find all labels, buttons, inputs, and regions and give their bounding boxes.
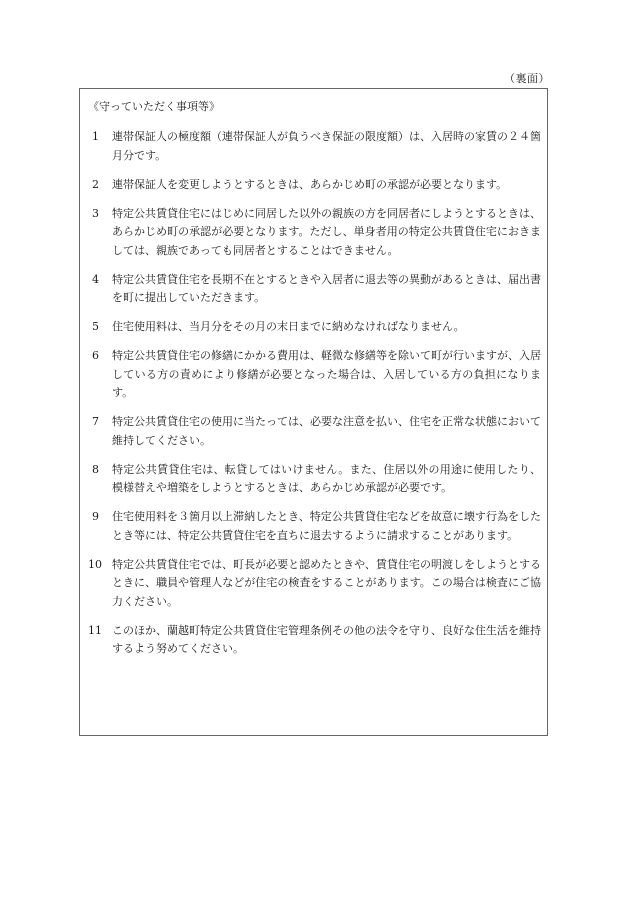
notice-box [79, 88, 548, 736]
item-number: 11 [88, 623, 102, 637]
list-item [88, 413, 541, 450]
item-text: 連帯保証人の極度額（連帯保証人が負うべき保証の限度額）は、入居時の家賃の２４箇月分です。 [112, 130, 541, 162]
item-number: 8 [92, 462, 99, 476]
item-text: 住宅使用料を３箇月以上滞納したとき、特定公共賃貸住宅などを故意に壊す行為をしたとき等には、特定公共賃貸住宅を直ちに退去するように請求することがあります。 [112, 510, 541, 542]
item-text: 連帯保証人を変更しようとするときは、あらかじめ町の承認が必要となります。 [112, 177, 508, 191]
item-text: 特定公共賃貸住宅にはじめに同居した以外の親族の方を同居者にしようとするときは、あらかじめ町の承認が必要となります。ただし、単身者用の特定公共賃貸住宅におきましては、親族であっても同居者とすることはできません。 [112, 206, 541, 257]
item-text: 特定公共賃貸住宅は、転貸してはいけません。また、住居以外の用途に使用したり、模様替えや増築をしようとするときは、あらかじめ承認が必要です。 [112, 462, 541, 494]
list-item [88, 461, 541, 498]
section-heading: 《守っていただく事項等》 [88, 100, 220, 113]
list-item [88, 556, 541, 612]
item-text: 住宅使用料は、当月分をその月の末日までに納めなければなりません。 [112, 320, 465, 333]
item-text: このほか、蘭越町特定公共賃貸住宅管理条例その他の法令を守り、良好な住生活を維持するよう努めてください。 [112, 623, 541, 655]
list-item [88, 622, 541, 659]
list-item [88, 508, 541, 545]
list-item [88, 347, 541, 403]
item-number: 10 [88, 557, 102, 571]
item-text: 特定公共賃貸住宅の使用に当たっては、必要な注意を払い、住宅を正常な状態において維持してください。 [112, 415, 541, 447]
list-item [88, 128, 541, 165]
item-text: 特定公共賃貸住宅では、町長が必要と認めたときや、賃貸住宅の明渡しをしようとするときに、職員や管理人などが住宅の検査をすることがあります。この場合は検査にご協力ください。 [112, 557, 541, 608]
item-number: 2 [92, 177, 99, 191]
item-text: 特定公共賃貸住宅を長期不在とするときや入居者に退去等の異動があるときは、届出書を町に提出していただきます。 [112, 272, 541, 304]
list-item [88, 176, 541, 195]
item-number: 7 [92, 415, 99, 428]
item-number: 6 [92, 349, 99, 362]
item-number: 4 [92, 272, 99, 286]
list-item [88, 318, 541, 337]
item-number: 9 [92, 510, 99, 523]
list-item [88, 205, 541, 261]
item-number: 3 [92, 206, 99, 220]
page-side-label: （裏面） [504, 72, 550, 85]
item-number: 5 [92, 320, 99, 333]
list-item [88, 271, 541, 308]
item-number: 1 [92, 130, 99, 143]
item-text: 特定公共賃貸住宅の修繕にかかる費用は、軽微な修繕等を除いて町が行いますが、入居している方の責めにより修繕が必要となった場合は、入居している方の負担になります。 [112, 349, 541, 399]
